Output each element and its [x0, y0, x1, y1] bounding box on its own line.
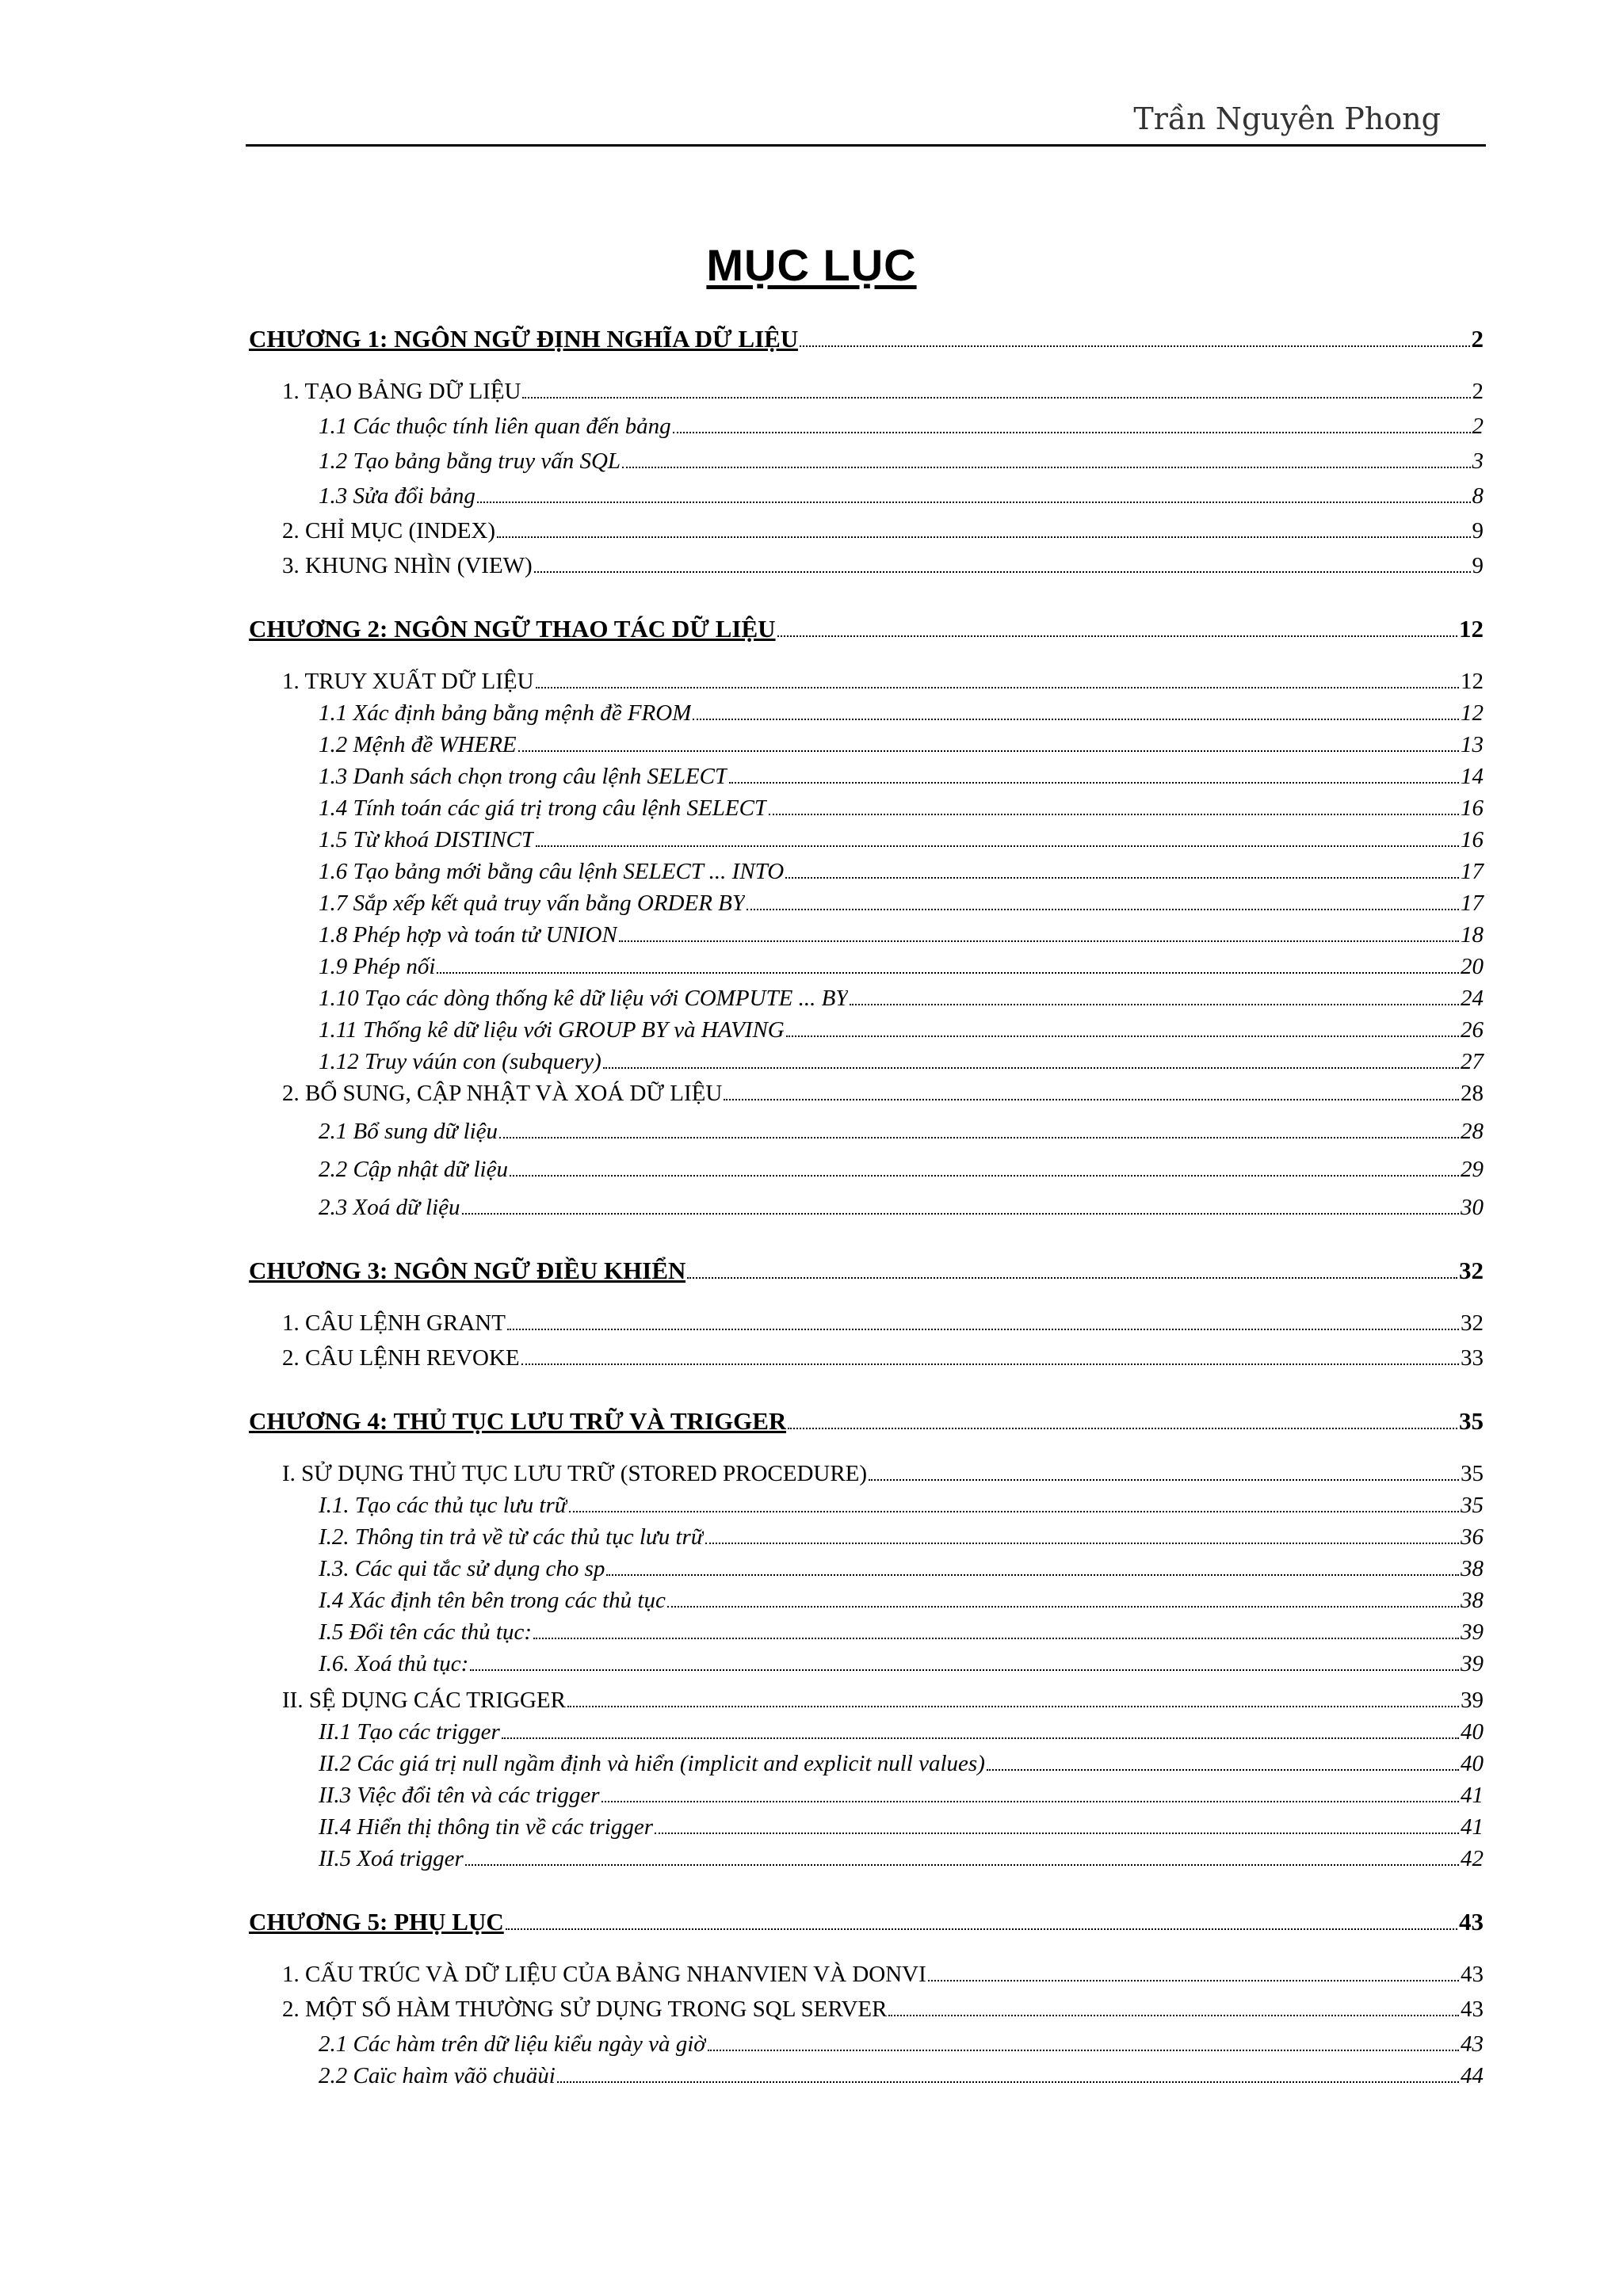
toc-entry-text: 1.2 Tạo bảng bằng truy vấn SQL [319, 448, 621, 474]
toc-entry-text: II.5 Xoá trigger [319, 1846, 464, 1871]
toc-entry-text: II.4 Hiển thị thông tin về các trigger [319, 1814, 654, 1840]
toc-entry-text: 1.11 Thống kê dữ liệu với GROUP BY và HAVING [319, 1017, 785, 1043]
toc-subsection-entry[interactable] [319, 827, 1484, 853]
toc-section-entry[interactable] [282, 379, 1484, 405]
toc-entry-text: 1. CẤU TRÚC VÀ DỮ LIỆU CỦA BẢNG NHANVIEN VÀ DONVI [282, 1962, 926, 1987]
toc-page-number: 41 [1461, 1783, 1484, 1808]
toc-entry-text: CHƯƠNG 4: THỦ TỤC LƯU TRỮ VÀ TRIGGER [249, 1407, 787, 1435]
toc-entry-text: 2.3 Xoá dữ liệu [319, 1195, 460, 1220]
toc-subsection-entry[interactable] [319, 795, 1484, 822]
toc-chapter-entry[interactable] [249, 1407, 1484, 1436]
toc-section-entry[interactable] [282, 1962, 1484, 1988]
dot-leader [622, 467, 1470, 468]
toc-subsection-entry[interactable] [319, 1119, 1484, 1145]
toc-page-number: 28 [1461, 1119, 1484, 1144]
toc-page-number: 39 [1461, 1688, 1484, 1713]
toc-entry-text: II.2 Các giá trị null ngầm định và hiển (implicit and explicit null values) [319, 1751, 985, 1776]
toc-title: MỤC LỤC [706, 240, 917, 290]
dot-leader [603, 1067, 1459, 1069]
toc-subsection-entry[interactable] [319, 1556, 1484, 1582]
toc-entry-text: 1.8 Phép hợp và toán tử UNION [319, 922, 617, 948]
toc-entry-text: 1.1 Xác định bảng bằng mệnh đề FROM [319, 700, 692, 726]
toc-subsection-entry[interactable] [319, 922, 1484, 948]
toc-page-number: 41 [1461, 1814, 1484, 1840]
toc-section-entry[interactable] [282, 669, 1484, 695]
toc-subsection-entry[interactable] [319, 1846, 1484, 1872]
toc-entry-text: I.4 Xác định tên bên trong các thủ tục [319, 1588, 666, 1613]
header-author: Trần Nguyên Phong [1133, 101, 1441, 136]
dot-leader [557, 2081, 1459, 2083]
toc-page-number: 13 [1461, 732, 1484, 757]
toc-page-number: 39 [1461, 1619, 1484, 1645]
toc-entry-text: I.3. Các qui tắc sử dụng cho sp [319, 1556, 605, 1581]
toc-entry-text: 1.10 Tạo các dòng thống kê dữ liệu với COMPUTE ... BY [319, 986, 849, 1011]
toc-entry-text: 2.1 Bổ sung dữ liệu [319, 1119, 498, 1144]
toc-section-entry[interactable] [282, 1461, 1484, 1487]
toc-entry-text: 1.1 Các thuộc tính liên quan đến bảng [319, 414, 671, 439]
dot-leader [533, 1638, 1459, 1639]
toc-page-number: 17 [1461, 891, 1484, 916]
toc-page-number: 35 [1461, 1461, 1484, 1486]
dot-leader [462, 1213, 1459, 1215]
toc-entry-text: 2.1 Các hàm trên dữ liệu kiểu ngày và giờ [319, 2031, 706, 2057]
toc-entry-text: I.1. Tạo các thủ tục lưu trữ [319, 1493, 567, 1518]
dot-leader [708, 2050, 1459, 2051]
toc-section-entry[interactable] [282, 1081, 1484, 1107]
dot-leader [536, 845, 1459, 847]
toc-entry-text: 2. CHỈ MỤC (INDEX) [282, 518, 496, 543]
toc-subsection-entry[interactable] [319, 732, 1484, 758]
toc-entry-text: 1.4 Tính toán các giá trị trong câu lệnh SELECT [319, 795, 768, 821]
toc-page-number: 44 [1461, 2063, 1484, 2088]
toc-chapter-entry[interactable] [249, 1908, 1484, 1936]
toc-page-number: 43 [1461, 2031, 1484, 2057]
dot-leader [437, 972, 1459, 974]
toc-subsection-entry[interactable] [319, 1524, 1484, 1550]
toc-page-number: 26 [1461, 1017, 1484, 1043]
toc-entry-text: CHƯƠNG 5: PHỤ LỤC [249, 1908, 504, 1936]
dot-leader [567, 1706, 1459, 1707]
toc-page-number: 20 [1461, 954, 1484, 979]
toc-chapter-entry[interactable] [249, 1257, 1484, 1285]
toc-page-number: 40 [1461, 1719, 1484, 1745]
toc-entry-text: CHƯƠNG 2: NGÔN NGỮ THAO TÁC DỮ LIỆU [249, 615, 776, 643]
dot-leader [470, 1669, 1459, 1671]
toc-page-number: 16 [1461, 795, 1484, 821]
toc-page-number: 2 [1471, 325, 1484, 353]
toc-section-entry[interactable] [282, 553, 1484, 579]
toc-page-number: 32 [1459, 1257, 1484, 1284]
dot-leader [499, 1137, 1459, 1138]
toc-subsection-entry[interactable] [319, 483, 1484, 509]
toc-subsection-entry[interactable] [319, 2031, 1484, 2058]
dot-leader [569, 1511, 1459, 1512]
toc-entry-text: I. SỬ DỤNG THỦ TỤC LƯU TRỮ (STORED PROCEDURE) [282, 1461, 868, 1486]
dot-leader [497, 536, 1470, 538]
toc-page-number: 36 [1461, 1524, 1484, 1550]
toc-section-entry[interactable] [282, 1688, 1484, 1714]
dot-leader [477, 502, 1471, 503]
toc-entry-text: 1.7 Sắp xếp kết quả truy vấn bằng ORDER BY [319, 891, 746, 916]
toc-subsection-entry[interactable] [319, 1017, 1484, 1043]
toc-page-number: 42 [1461, 1846, 1484, 1871]
toc-section-entry[interactable] [282, 1345, 1484, 1371]
toc-entry-text: I.5 Đổi tên các thủ tục: [319, 1619, 532, 1645]
toc-page-number: 9 [1472, 518, 1484, 543]
toc-subsection-entry[interactable] [319, 1588, 1484, 1614]
dot-leader [724, 1099, 1459, 1100]
toc-entry-text: CHƯƠNG 3: NGÔN NGỮ ĐIỀU KHIỂN [249, 1257, 686, 1284]
toc-page-number: 43 [1461, 1997, 1484, 2022]
toc-chapter-entry[interactable] [249, 615, 1484, 643]
toc-entry-text: 1.12 Truy váún con (subquery) [319, 1049, 601, 1074]
dot-leader [687, 1277, 1457, 1279]
toc-page-number: 9 [1472, 553, 1484, 578]
dot-leader [888, 2015, 1459, 2016]
toc-subsection-entry[interactable] [319, 1814, 1484, 1840]
toc-page-number: 3 [1472, 448, 1484, 474]
toc-subsection-entry[interactable] [319, 1157, 1484, 1183]
dot-leader [705, 1543, 1459, 1544]
dot-leader [777, 635, 1457, 637]
toc-page-number: 32 [1461, 1310, 1484, 1336]
toc-subsection-entry[interactable] [319, 1651, 1484, 1677]
toc-page-number: 12 [1461, 669, 1484, 694]
toc-entry-text: 3. KHUNG NHÌN (VIEW) [282, 553, 533, 578]
toc-entry-text: I.2. Thông tin trả về từ các thủ tục lưu trữ [319, 1524, 704, 1550]
toc-subsection-entry[interactable] [319, 954, 1484, 980]
dot-leader [518, 750, 1459, 752]
dot-leader [786, 1035, 1459, 1037]
toc-subsection-entry[interactable] [319, 2063, 1484, 2089]
dot-leader [465, 1864, 1459, 1866]
dot-leader [869, 1479, 1459, 1481]
dot-leader [655, 1833, 1459, 1834]
dot-leader [521, 1363, 1459, 1365]
toc-page-number: 35 [1461, 1493, 1484, 1518]
toc-page-number: 2 [1472, 414, 1484, 439]
toc-section-entry[interactable] [282, 518, 1484, 544]
toc-page-number: 24 [1461, 986, 1484, 1011]
dot-leader [510, 1175, 1459, 1177]
toc-page-number: 43 [1461, 1962, 1484, 1987]
toc-page-number: 39 [1461, 1651, 1484, 1676]
toc-subsection-entry[interactable] [319, 986, 1484, 1012]
toc-subsection-entry[interactable] [319, 1195, 1484, 1221]
dot-leader [987, 1769, 1459, 1771]
toc-entry-text: 2.2 Caïc haìm vãö chuäùi [319, 2063, 556, 2088]
dot-leader [693, 719, 1459, 720]
toc-chapter-entry[interactable] [249, 325, 1484, 353]
toc-entry-text: I.6. Xoá thủ tục: [319, 1651, 469, 1676]
toc-subsection-entry[interactable] [319, 700, 1484, 727]
toc-page-number: 18 [1461, 922, 1484, 948]
dot-leader [601, 1801, 1459, 1802]
toc-entry-text: 1.5 Từ khoá DISTINCT [319, 827, 535, 852]
toc-section-entry[interactable] [282, 1997, 1484, 2023]
toc-entry-text: II. SỆ DỤNG CÁC TRIGGER [282, 1688, 566, 1713]
toc-entry-text: 2.2 Cập nhật dữ liệu [319, 1157, 508, 1182]
toc-subsection-entry[interactable] [319, 1049, 1484, 1075]
toc-subsection-entry[interactable] [319, 1751, 1484, 1777]
toc-page-number: 12 [1459, 615, 1484, 643]
toc-entry-text: 2. CÂU LỆNH REVOKE [282, 1345, 520, 1371]
dot-leader [536, 687, 1459, 688]
toc-entry-text: II.1 Tạo các trigger [319, 1719, 500, 1745]
dot-leader [928, 1980, 1459, 1981]
dot-leader [785, 877, 1459, 879]
toc-subsection-entry[interactable] [319, 764, 1484, 790]
dot-leader [673, 432, 1471, 433]
toc-page-number: 29 [1461, 1157, 1484, 1182]
toc-entry-text: 1.9 Phép nối [319, 954, 436, 979]
toc-entry-text: CHƯƠNG 1: NGÔN NGỮ ĐỊNH NGHĨA DỮ LIỆU [249, 325, 799, 353]
toc-subsection-entry[interactable] [319, 1719, 1484, 1745]
toc-entry-text: 1. TẠO BẢNG DỮ LIỆU [282, 379, 521, 404]
toc-entry-text: 1. CÂU LỆNH GRANT [282, 1310, 506, 1336]
toc-page-number: 14 [1461, 764, 1484, 789]
dot-leader [769, 814, 1459, 815]
toc-page-number: 38 [1461, 1556, 1484, 1581]
toc-subsection-entry[interactable] [319, 859, 1484, 885]
toc-entry-text: 2. BỔ SUNG, CẬP NHẬT VÀ XOÁ DỮ LIỆU [282, 1081, 723, 1106]
toc-page-number: 8 [1472, 483, 1484, 509]
toc-page-number: 27 [1461, 1049, 1484, 1074]
toc-subsection-entry[interactable] [319, 1493, 1484, 1519]
toc-page-number: 40 [1461, 1751, 1484, 1776]
toc-entry-text: 1.6 Tạo bảng mới bằng câu lệnh SELECT ... INTO [319, 859, 785, 884]
toc-page-number: 12 [1461, 700, 1484, 726]
dot-leader [667, 1606, 1459, 1608]
toc-subsection-entry[interactable] [319, 414, 1484, 440]
toc-entry-text: 1. TRUY XUẤT DỮ LIỆU [282, 669, 534, 694]
toc-entry-text: 1.2 Mệnh đề WHERE [319, 732, 517, 757]
dot-leader [800, 345, 1469, 347]
dot-leader [606, 1574, 1459, 1576]
toc-page-number: 43 [1459, 1908, 1484, 1936]
toc-entry-text: 1.3 Sửa đổi bảng [319, 483, 475, 509]
dot-leader [507, 1329, 1459, 1330]
toc-entry-text: II.3 Việc đổi tên và các trigger [319, 1783, 600, 1808]
dot-leader [534, 571, 1471, 573]
toc-section-entry[interactable] [282, 1310, 1484, 1337]
toc-page-number: 35 [1459, 1407, 1484, 1435]
toc-page-number: 2 [1472, 379, 1484, 404]
toc-page-number: 33 [1461, 1345, 1484, 1371]
toc-entry-text: 1.3 Danh sách chọn trong câu lệnh SELECT [319, 764, 728, 789]
dot-leader [747, 909, 1459, 910]
toc-page-number: 28 [1461, 1081, 1484, 1106]
toc-page-number: 17 [1461, 859, 1484, 884]
toc-page-number: 16 [1461, 827, 1484, 852]
toc-page-number: 30 [1461, 1195, 1484, 1220]
toc-page-number: 38 [1461, 1588, 1484, 1613]
dot-leader [506, 1928, 1457, 1930]
dot-leader [522, 397, 1470, 399]
dot-leader [619, 940, 1459, 942]
dot-leader [850, 1004, 1459, 1005]
dot-leader [729, 782, 1459, 784]
toc-subsection-entry[interactable] [319, 891, 1484, 917]
dot-leader [502, 1737, 1459, 1739]
toc-subsection-entry[interactable] [319, 1619, 1484, 1646]
toc-subsection-entry[interactable] [319, 1783, 1484, 1809]
dot-leader [788, 1428, 1457, 1429]
toc-entry-text: 2. MỘT SỐ HÀM THƯỜNG SỬ DỤNG TRONG SQL SERVER [282, 1997, 888, 2022]
toc-subsection-entry[interactable] [319, 448, 1484, 475]
